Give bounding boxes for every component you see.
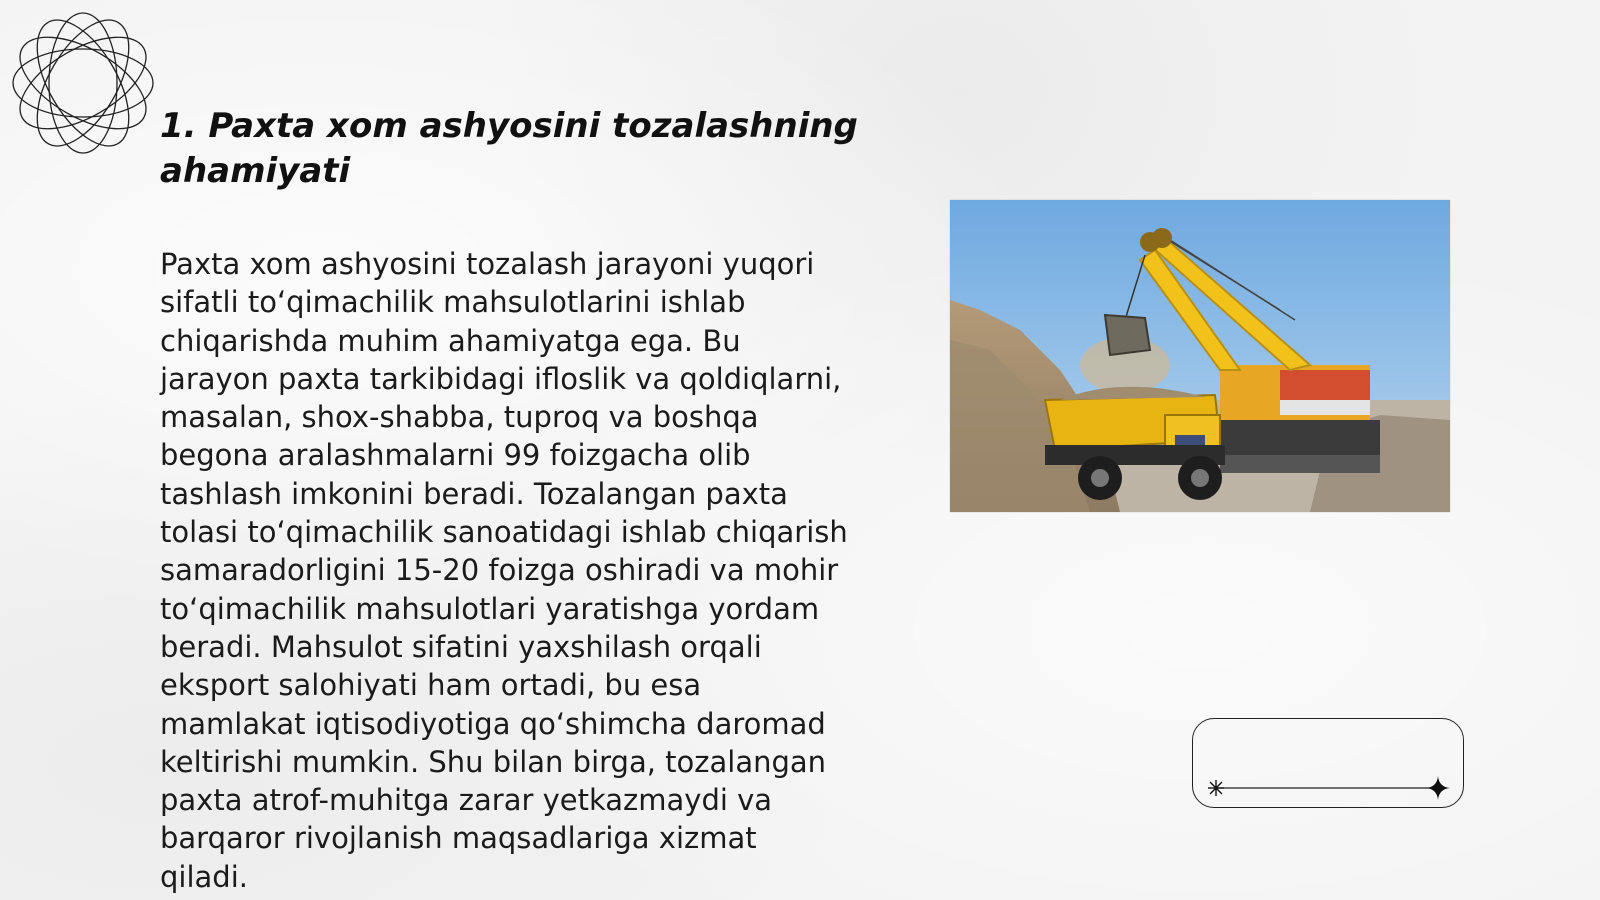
excavator-photo (950, 200, 1450, 512)
slide-title: 1. Paxta xom ashyosini tozalashning ahamiyati (160, 106, 858, 191)
rings-ornament-icon (8, 8, 158, 158)
star-line-icon (1192, 718, 1464, 808)
slide-body-text: Paxta xom ashyosini tozalash jarayoni yuqori sifatli to‘qimachilik mahsulotlarini ishlab chiqarishda muhim ahamiyatga ega. Bu jarayon paxta tarkibidagi ifloslik va qoldiqlarni, masalan, shox-shabba, tuproq va boshqa begona aralashmalarni 99 foizgacha olib tashlash imkonini beradi. Tozalangan paxta tolasi to‘qimachilik sanoatidagi ishlab chiqarish samaradorligini 15-20 foizga oshiradi va mohir to‘qimachilik mahsulotlari yaratishga yordam beradi. Mahsulot sifatini yaxshilash orqali eksport salohiyati ham ortadi, bu esa mamlakat iqtisodiyotiga qo‘shimcha daromad keltirishi mumkin. Shu bilan birga, tozalangan paxta atrof-muhitga zarar yetkazmaydi va barqaror rivojlanish maqsadlariga xizmat qiladi. (160, 247, 848, 894)
